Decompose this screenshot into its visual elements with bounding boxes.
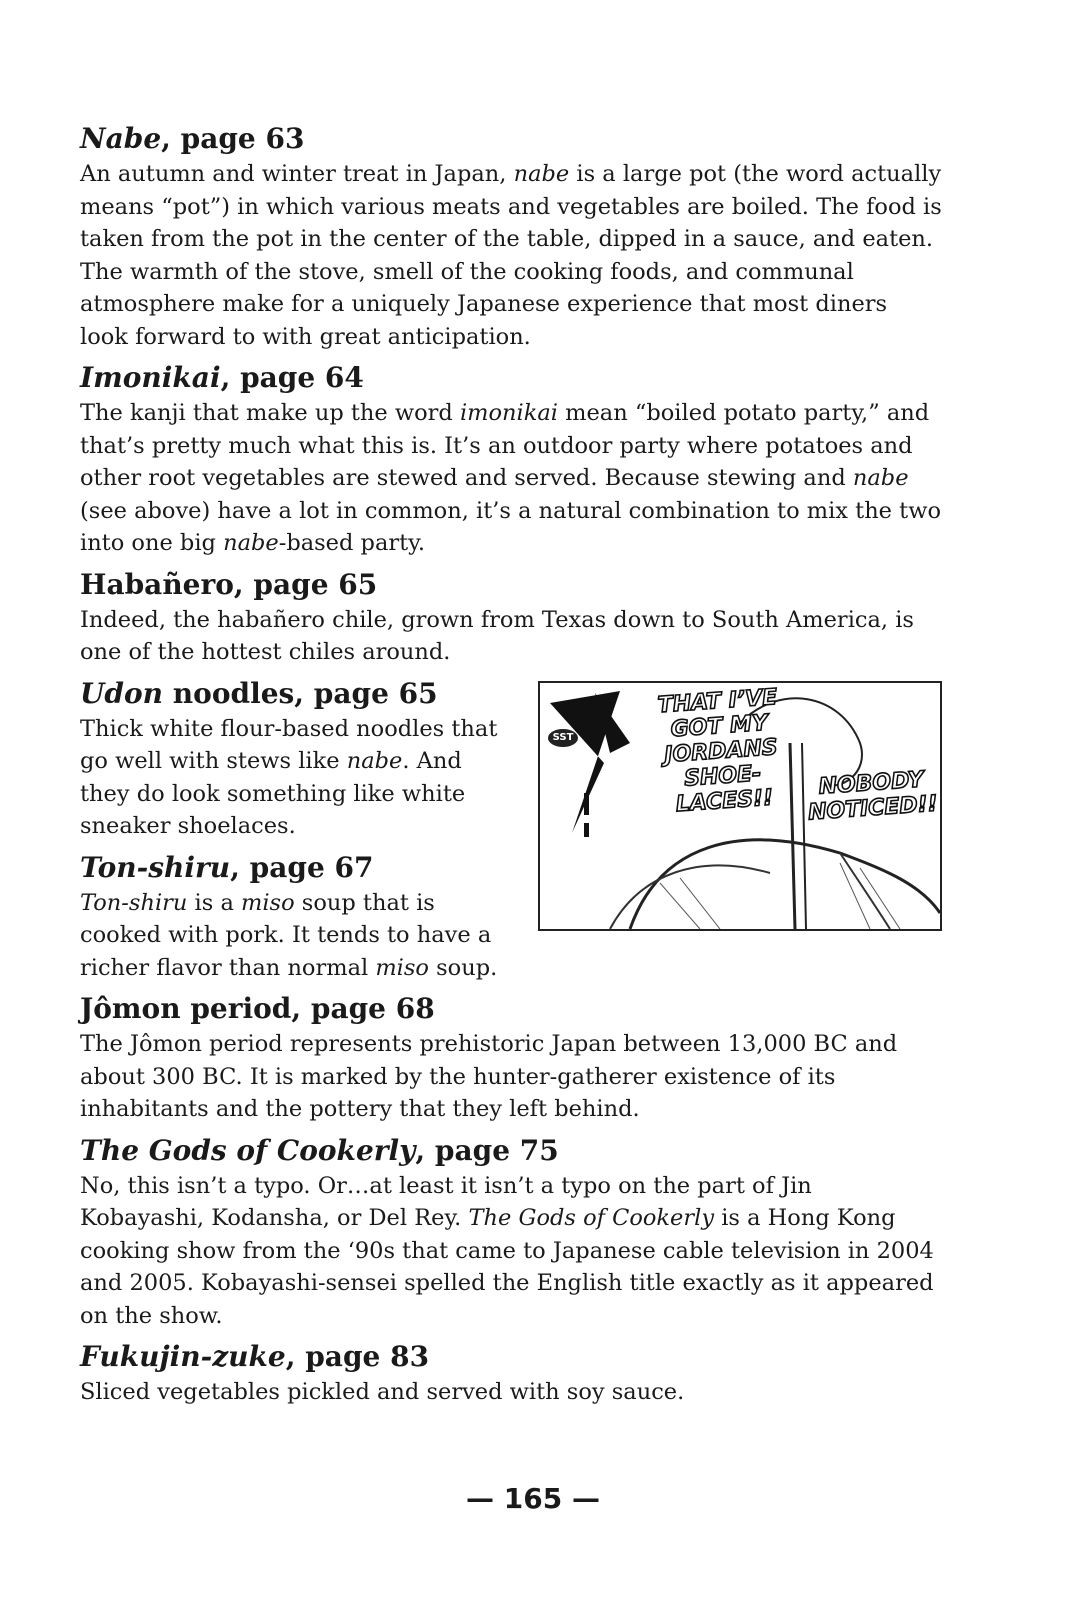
page-number: — 165 — bbox=[466, 1482, 600, 1515]
glossary-entry bbox=[80, 1132, 942, 1333]
entry-definition bbox=[80, 1376, 942, 1409]
entry-heading bbox=[80, 990, 942, 1028]
italic-term: nabe bbox=[513, 161, 570, 187]
italic-term: nabe bbox=[346, 748, 403, 774]
definition-text: (see above) have a lot in common, it’s a natural combination to mix the two into one big bbox=[80, 497, 941, 556]
entry-page-ref: noodles, page 65 bbox=[163, 676, 438, 710]
glossary-page bbox=[80, 120, 942, 1415]
definition-text: soup. bbox=[428, 954, 498, 981]
entry-heading bbox=[80, 120, 942, 158]
definition-text: Thick white flour-based noodles that go well with stews like bbox=[80, 715, 498, 774]
entry-term: Fukujin-zuke bbox=[80, 1340, 286, 1373]
entry-definition bbox=[80, 1170, 942, 1333]
entry-term: Imonikai bbox=[80, 361, 221, 394]
entry-term: Nabe bbox=[80, 122, 162, 155]
entry-page-ref: , page 64 bbox=[220, 361, 364, 394]
glossary-entry bbox=[80, 566, 942, 669]
definition-text: No, this isn’t a typo. Or…at least it isn’t a typo on the part of Jin Kobayashi, Kodansha, or Del Rey. bbox=[80, 1172, 812, 1231]
sfx-badge: SST bbox=[548, 729, 578, 747]
entry-heading bbox=[80, 566, 942, 604]
entry-definition bbox=[80, 158, 942, 353]
glossary-entry bbox=[80, 359, 942, 560]
entry-page-ref: , page 65 bbox=[233, 567, 378, 601]
glossary-entry bbox=[80, 1338, 942, 1409]
definition-text: The kanji that make up the word bbox=[80, 400, 460, 426]
definition-text: Sliced vegetables pickled and served with soy sauce. bbox=[80, 1379, 685, 1405]
entry-term: The Gods of Cookerly bbox=[80, 1133, 416, 1167]
entry-term: Habañero bbox=[80, 567, 234, 601]
definition-text: . And they do look something like white sneaker shoelaces. bbox=[80, 748, 466, 839]
definition-text: The Jômon period represents prehistoric Japan between 13,000 BC and about 300 BC. It is marked by the hunter-gatherer existence of its inhabitants and the pottery that they left behind. bbox=[80, 1031, 898, 1122]
speech-text-side: NOBODY NOTICED!! bbox=[807, 766, 939, 825]
glossary-entry bbox=[80, 990, 942, 1126]
italic-term: imonikai bbox=[459, 400, 558, 426]
entry-term: Ton-shiru bbox=[80, 850, 231, 884]
entry-term: Udon bbox=[80, 676, 164, 710]
italic-term: nabe bbox=[223, 530, 279, 556]
entry-page-ref: , page 67 bbox=[230, 850, 374, 884]
definition-text: soup that is cooked with pork. It tends to have a richer flavor than normal bbox=[80, 889, 492, 981]
entry-term: Jômon period bbox=[80, 992, 292, 1025]
italic-term: The Gods of Cookerly bbox=[468, 1205, 715, 1231]
entry-page-ref: , page 83 bbox=[285, 1340, 430, 1373]
manga-panel-image bbox=[538, 681, 942, 931]
definition-text: Indeed, the habañero chile, grown from Texas down to South America, is one of the hottest chiles around. bbox=[80, 606, 914, 665]
entry-page-ref: , page 75 bbox=[415, 1133, 559, 1167]
definition-text: is a Hong Kong cooking show from the ‘90s that came to Japanese cable television in 2004 and 2005. Kobayashi-sensei spelled the English title exactly as it appeared on the show. bbox=[80, 1205, 934, 1329]
definition-text: is a bbox=[187, 889, 242, 916]
definition-text: An autumn and winter treat in Japan, bbox=[80, 161, 514, 187]
entry-heading bbox=[80, 1338, 942, 1376]
glossary-entry bbox=[80, 120, 942, 353]
entry-heading bbox=[80, 1132, 942, 1170]
definition-text: mean “boiled potato party,” and that’s pretty much what this is. It’s an outdoor party where potatoes and other root vegetables are stewed and served. Because stewing and bbox=[80, 400, 930, 491]
italic-term: miso bbox=[241, 889, 295, 916]
italic-term: miso bbox=[375, 954, 429, 981]
entry-definition bbox=[80, 397, 942, 560]
definition-text: -based party. bbox=[278, 530, 426, 556]
entry-definition bbox=[80, 604, 942, 669]
entry-page-ref: , page 63 bbox=[161, 122, 305, 155]
italic-term: nabe bbox=[852, 465, 909, 491]
speech-text-main: THAT I’VE GOT MY JORDANS SHOE-LACES!! bbox=[656, 684, 779, 817]
entry-page-ref: , page 68 bbox=[291, 992, 435, 1025]
entry-definition bbox=[80, 1028, 942, 1126]
italic-term: Ton-shiru bbox=[80, 889, 188, 916]
definition-text: is a large pot (the word actually means “pot”) in which various meats and vegetables are boiled. The food is taken from the pot in the center of the table, dipped in a sauce, and eaten. The warmth of the stove, smell of the cooking foods, and communal atmosphere make for a uniquely Japanese experience that most diners look forward to with great anticipation. bbox=[80, 161, 942, 350]
entry-heading bbox=[80, 359, 942, 397]
